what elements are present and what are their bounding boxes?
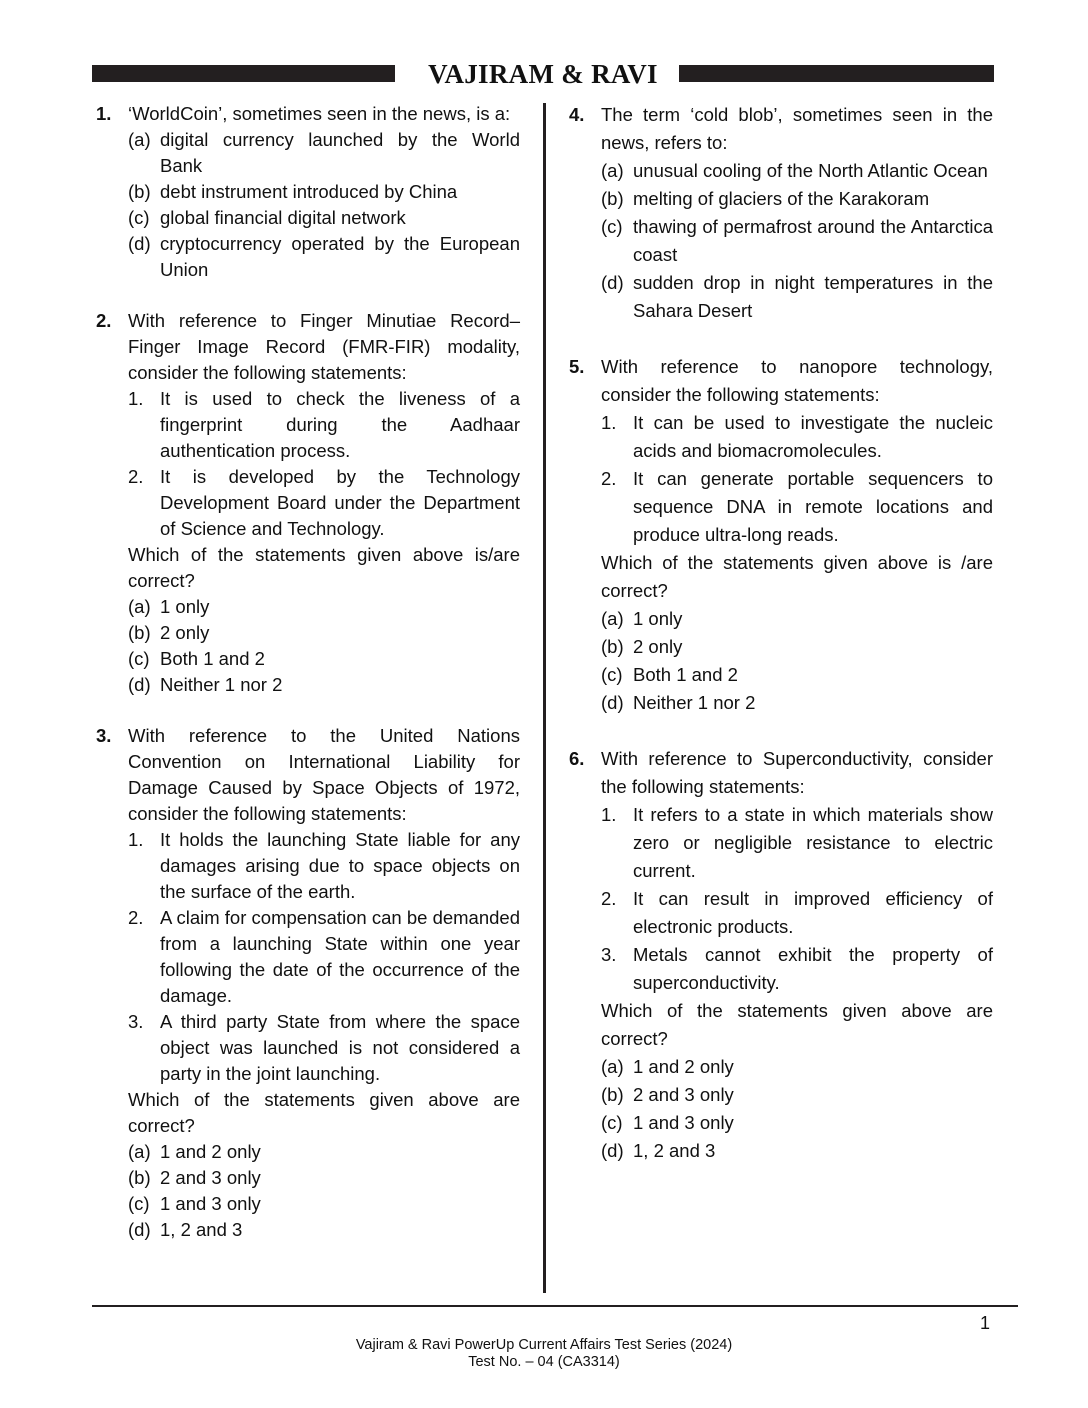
option-item (128, 1139, 520, 1165)
option-text: 1 and 3 only (633, 1112, 734, 1133)
right-column (563, 101, 993, 1165)
option-text: melting of glaciers of the Karakoram (633, 188, 930, 209)
statement-text: It is developed by the Technology Development Board under the Department of Science and Technology. (160, 466, 520, 539)
option-label: (c) (601, 1112, 623, 1133)
option-label: (d) (128, 1219, 151, 1240)
question-block (563, 101, 993, 325)
option-label: (d) (128, 233, 151, 254)
option-text: unusual cooling of the North Atlantic Ocean (633, 160, 988, 181)
option-text: Neither 1 nor 2 (160, 674, 283, 695)
option-label: (b) (128, 1167, 151, 1188)
option-text: thawing of permafrost around the Antarctica coast (633, 216, 993, 265)
option-text: global financial digital network (160, 207, 406, 228)
option-text: 1 only (160, 596, 210, 617)
footer-test-number: Test No. – 04 (CA3314) (468, 1354, 620, 1370)
question-gap (90, 283, 520, 308)
option-item (128, 646, 520, 672)
option-label: (b) (601, 1084, 624, 1105)
question-prompt: Which of the statements given above is /are correct? (601, 552, 993, 601)
question-number: 4. (569, 104, 585, 125)
question-prompt: Which of the statements given above is/are correct? (128, 544, 520, 591)
option-label: (c) (128, 648, 150, 669)
question-block (90, 723, 520, 1243)
question-number: 6. (569, 748, 585, 769)
option-label: (a) (128, 1141, 151, 1162)
option-item (128, 620, 520, 646)
statement-text: It can be used to investigate the nucleic acids and biomacromolecules. (633, 412, 993, 461)
statement-label: 3. (128, 1011, 144, 1032)
option-text: 1 and 3 only (160, 1193, 261, 1214)
statement-label: 1. (601, 412, 617, 433)
option-label: (b) (601, 188, 624, 209)
option-label: (c) (128, 207, 150, 228)
statement-text: Metals cannot exhibit the property of superconductivity. (633, 944, 993, 993)
statement-text: It holds the launching State liable for any damages arising due to space objects on the surface of the earth. (160, 829, 520, 902)
statement-item (128, 1009, 520, 1087)
question-stem: The term ‘cold blob’, sometimes seen in the news, refers to: (601, 104, 993, 153)
statement-item (128, 827, 520, 905)
statement-item (128, 386, 520, 464)
statement-label: 2. (128, 907, 144, 928)
question-block (563, 745, 993, 1165)
question-stem: With reference to the United Nations Convention on International Liability for Damage Caused by Space Objects of 1972, consider the following statements: (128, 725, 520, 824)
option-text: 1 and 2 only (633, 1056, 734, 1077)
option-label: (a) (601, 1056, 624, 1077)
question-gap (563, 325, 993, 353)
option-text: 2 and 3 only (160, 1167, 261, 1188)
option-item (128, 1191, 520, 1217)
option-item (601, 661, 993, 689)
option-text: 2 only (633, 636, 683, 657)
statement-item (128, 464, 520, 542)
option-item (601, 605, 993, 633)
statement-text: A third party State from where the space object was launched is not considered a party in the joint launching. (160, 1011, 520, 1084)
option-item (128, 1165, 520, 1191)
statement-item (601, 409, 993, 465)
question-stem: With reference to Superconductivity, consider the following statements: (601, 748, 993, 797)
option-item (601, 269, 993, 325)
statement-item (601, 885, 993, 941)
option-text: Both 1 and 2 (160, 648, 265, 669)
option-item (128, 205, 520, 231)
statement-label: 3. (601, 944, 617, 965)
option-label: (c) (601, 216, 623, 237)
option-text: 1 and 2 only (160, 1141, 261, 1162)
question-prompt: Which of the statements given above are correct? (601, 1000, 993, 1049)
option-item (601, 185, 993, 213)
question-block (563, 353, 993, 717)
statement-label: 2. (128, 466, 144, 487)
option-item (601, 689, 993, 717)
option-item (601, 633, 993, 661)
option-label: (a) (128, 129, 151, 150)
option-label: (b) (601, 636, 624, 657)
option-item (601, 157, 993, 185)
option-item (128, 1217, 520, 1243)
question-number: 5. (569, 356, 585, 377)
question-number: 2. (96, 310, 112, 331)
option-label: (a) (601, 608, 624, 629)
option-label: (b) (128, 181, 151, 202)
option-label: (a) (128, 596, 151, 617)
statement-text: It can generate portable sequencers to sequence DNA in remote locations and produce ultra-long reads. (633, 468, 993, 545)
option-item (128, 179, 520, 205)
header-title: VAJIRAM & RAVI (428, 59, 658, 89)
question-stem: ‘WorldCoin’, sometimes seen in the news, is a: (128, 103, 511, 124)
statement-text: It can result in improved efficiency of electronic products. (633, 888, 993, 937)
option-text: 1 only (633, 608, 683, 629)
statement-label: 2. (601, 468, 617, 489)
statement-text: A claim for compensation can be demanded from a launching State within one year following the date of the occurrence of the damage. (160, 907, 520, 1006)
question-gap (90, 698, 520, 723)
question-prompt: Which of the statements given above are correct? (128, 1089, 520, 1136)
question-block (90, 308, 520, 698)
statement-text: It refers to a state in which materials show zero or negligible resistance to electric current. (633, 804, 993, 881)
statement-text: It is used to check the liveness of a fingerprint during the Aadhaar authentication process. (160, 388, 520, 461)
option-item (601, 1081, 993, 1109)
option-item (128, 672, 520, 698)
page-header (92, 58, 994, 90)
option-label: (c) (601, 664, 623, 685)
option-text: sudden drop in night temperatures in the Sahara Desert (633, 272, 993, 321)
option-item (601, 1137, 993, 1165)
statement-item (601, 465, 993, 549)
statement-item (128, 905, 520, 1009)
option-text: 1, 2 and 3 (633, 1140, 716, 1161)
option-item (601, 1053, 993, 1081)
option-label: (d) (601, 272, 624, 293)
option-text: Neither 1 nor 2 (633, 692, 756, 713)
option-label: (a) (601, 160, 624, 181)
option-text: cryptocurrency operated by the European Union (160, 233, 520, 280)
option-label: (d) (601, 1140, 624, 1161)
question-stem: With reference to nanopore technology, consider the following statements: (601, 356, 993, 405)
column-divider (543, 103, 546, 1293)
option-item (128, 231, 520, 283)
question-block (90, 101, 520, 283)
footer-rule (92, 1305, 1018, 1307)
question-number: 1. (96, 103, 112, 124)
footer-series: Vajiram & Ravi PowerUp Current Affairs Test Series (2024) (355, 1337, 733, 1353)
option-text: 2 only (160, 622, 210, 643)
option-label: (d) (128, 674, 151, 695)
option-item (128, 127, 520, 179)
option-item (601, 1109, 993, 1137)
option-text: 2 and 3 only (633, 1084, 734, 1105)
question-stem: With reference to Finger Minutiae Record–Finger Image Record (FMR-FIR) modality, consider the following statements: (128, 310, 520, 383)
option-text: Both 1 and 2 (633, 664, 738, 685)
option-text: digital currency launched by the World Bank (160, 129, 520, 176)
statement-item (601, 801, 993, 885)
page-number: 1 (979, 1313, 990, 1333)
statement-item (601, 941, 993, 997)
question-number: 3. (96, 725, 112, 746)
option-label: (d) (601, 692, 624, 713)
statement-label: 1. (128, 388, 144, 409)
left-column (90, 101, 520, 1243)
question-gap (563, 717, 993, 745)
option-item (601, 213, 993, 269)
option-text: 1, 2 and 3 (160, 1219, 243, 1240)
option-text: debt instrument introduced by China (160, 181, 458, 202)
statement-label: 1. (601, 804, 617, 825)
statement-label: 2. (601, 888, 617, 909)
option-item (128, 594, 520, 620)
option-label: (c) (128, 1193, 150, 1214)
option-label: (b) (128, 622, 151, 643)
statement-label: 1. (128, 829, 144, 850)
